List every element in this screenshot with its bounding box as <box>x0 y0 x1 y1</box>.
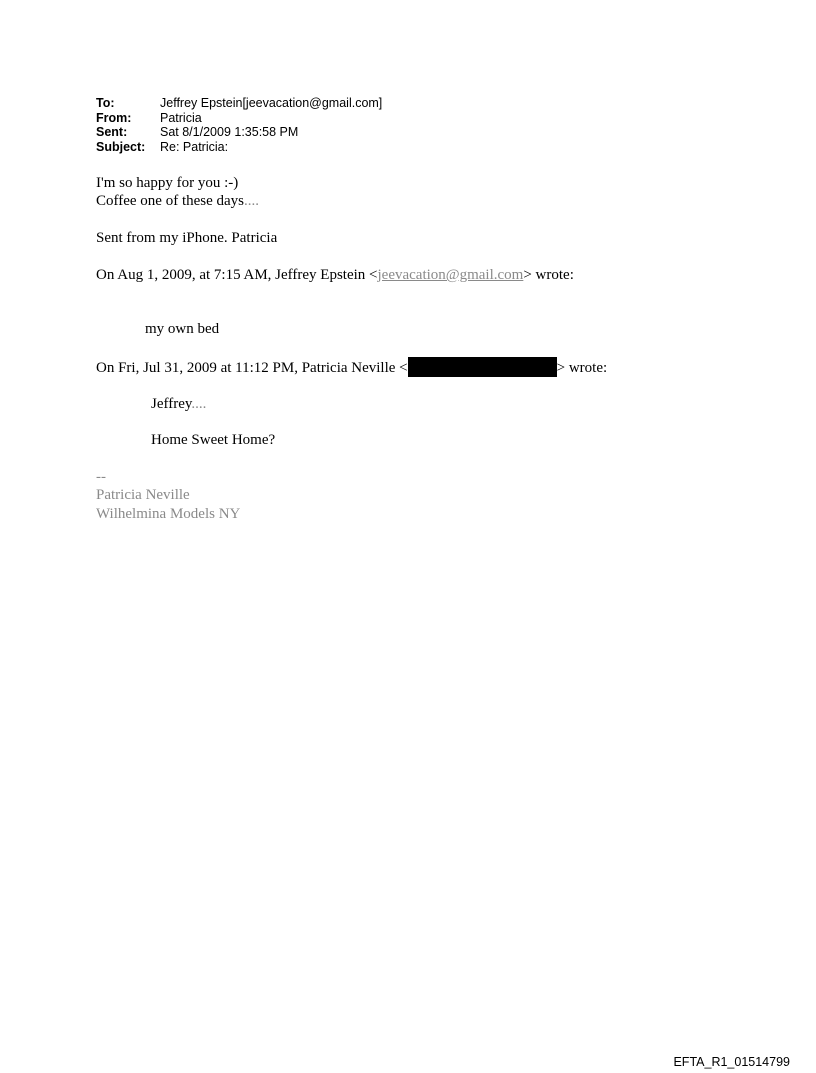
from-label: From: <box>96 110 132 125</box>
quote-1-attribution <box>96 266 574 284</box>
message-line-2-text: Coffee one of these days <box>96 193 245 209</box>
message-line-2-dots: .... <box>244 193 260 209</box>
quote-1-suffix: > wrote: <box>523 267 574 283</box>
quote-1-prefix: On Aug 1, 2009, at 7:15 AM, Jeffrey Epstein < <box>96 267 378 283</box>
quote-2-question: Home Sweet Home? <box>151 432 276 448</box>
quote-2-greeting-dots: .... <box>191 396 207 412</box>
subject-row <box>96 140 382 155</box>
quote-2-attribution <box>96 357 607 377</box>
from-value: Patricia <box>160 110 202 125</box>
sent-row <box>96 125 382 140</box>
quote-1-body: my own bed <box>145 321 220 337</box>
signature-company: Wilhelmina Models NY <box>96 506 241 522</box>
message-line-2 <box>96 192 259 210</box>
to-label: To: <box>96 96 115 110</box>
document-id: EFTA_R1_01514799 <box>673 1055 790 1069</box>
quote-2-suffix: > wrote: <box>556 360 608 376</box>
sent-label: Sent: <box>96 125 128 139</box>
to-row <box>96 96 382 111</box>
quote-1-email-link[interactable]: jeevacation@gmail.com <box>377 267 524 283</box>
quote-2-greeting-text: Jeffrey <box>151 396 192 412</box>
redaction-box <box>408 357 557 377</box>
email-header <box>96 96 382 154</box>
message-line-1: I'm so happy for you :-) <box>96 175 239 191</box>
sent-value: Sat 8/1/2009 1:35:58 PM <box>160 125 299 139</box>
message-signoff: Sent from my iPhone. Patricia <box>96 230 278 246</box>
from-row <box>96 111 382 126</box>
subject-value: Re: Patricia: <box>160 139 229 154</box>
subject-label: Subject: <box>96 139 146 154</box>
to-value: Jeffrey Epstein[jeevacation@gmail.com] <box>160 96 383 110</box>
signature-separator: -- <box>96 469 106 485</box>
signature-name: Patricia Neville <box>96 487 190 503</box>
quote-2-greeting <box>151 395 206 413</box>
quote-2-prefix: On Fri, Jul 31, 2009 at 11:12 PM, Patricia Neville < <box>96 360 408 376</box>
